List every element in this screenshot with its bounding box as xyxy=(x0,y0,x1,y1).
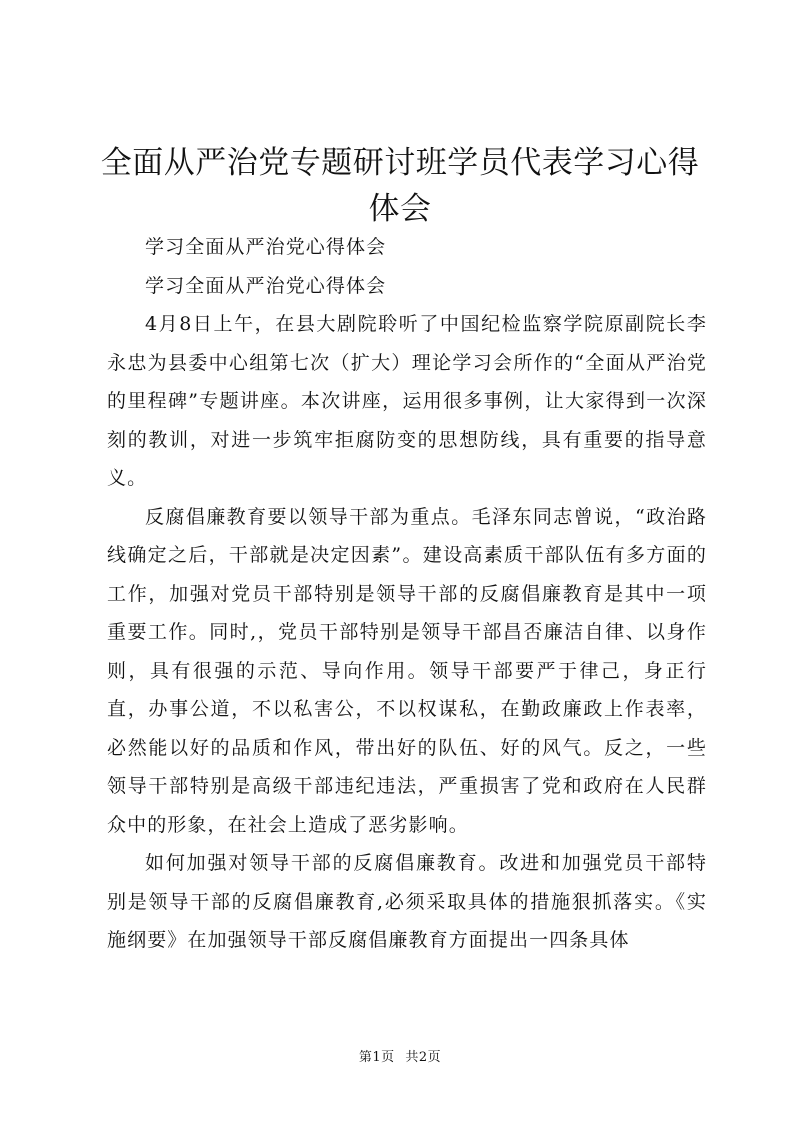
body-paragraph: 4月8日上午，在县大剧院聆听了中国纪检监察学院原副院长李永忠为县委中心组第七次（扩大）理论学习会所作的“全面从严治党的里程碑”专题讲座。本次讲座，运用很多事例，让大家得到一次深刻的教训，对进一步筑牢拒腐防变的思想防线，具有重要的指导意义。 xyxy=(107,313,707,489)
document-title: 全面从严治党专题研讨班学员代表学习心得体会 xyxy=(100,145,700,227)
document-body xyxy=(107,228,707,960)
subtitle-line: 学习全面从严治党心得体会 xyxy=(145,274,387,297)
page-footer xyxy=(0,1046,800,1065)
page-total: 共2页 xyxy=(405,1050,442,1065)
body-paragraph: 反腐倡廉教育要以领导干部为重点。毛泽东同志曾说，“政治路线确定之后，干部就是决定因素”。建设高素质干部队伍有多方面的工作，加强对党员干部特别是领导干部的反腐倡廉教育是其中一项重要工作。同时,，党员干部特别是领导干部昌否廉洁自律、以身作则，具有很强的示范、导向作用。领导干部要严于律己，身正行直，办事公道，不以私害公，不以权谋私，在勤政廉政上作表率，必然能以好的品质和作风，带出好的队伍、好的风气。反之，一些领导干部特别是高级干部违纪违法，严重损害了党和政府在人民群众中的形象，在社会上造成了恶劣影响。 xyxy=(107,505,707,836)
subtitle-line: 学习全面从严治党心得体会 xyxy=(145,236,387,258)
page-number: 第1页 xyxy=(358,1050,395,1065)
body-paragraph: 如何加强对领导干部的反腐倡廉教育。改进和加强党员干部特别是领导干部的反腐倡廉教育,必须采取具体的措施狠抓落实。《实施纲要》在加强领导干部反腐倡廉教育方面提出一四条具体 xyxy=(107,852,707,951)
